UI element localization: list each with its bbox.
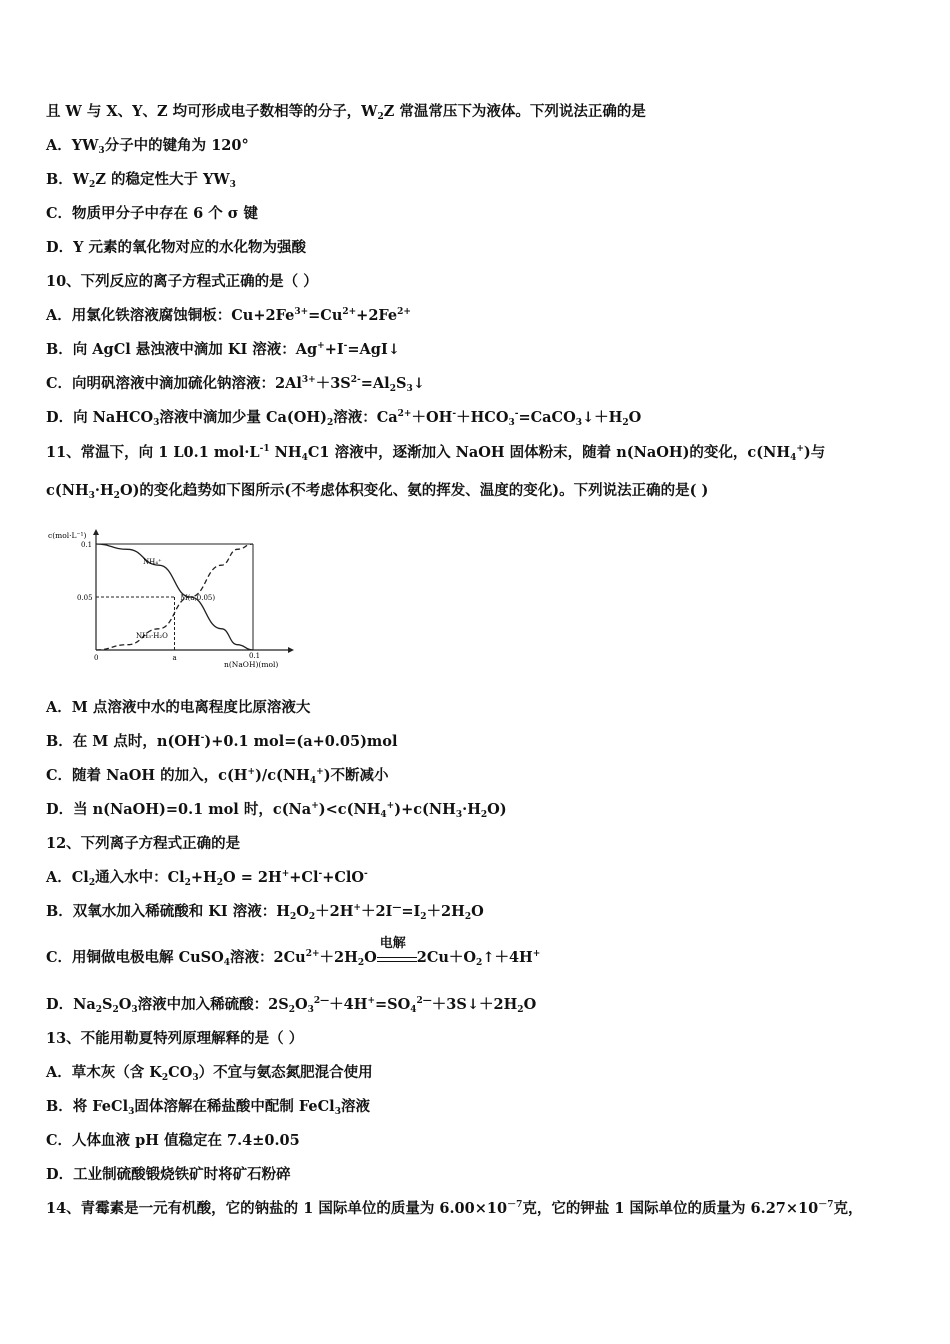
q10-option-d[interactable]: D．向 NaHCO$_3$溶液中滴加少量 $Ca(OH)_2$溶液：$Ca^{2+}+OH^-+HCO_3^-=CaCO_3↓+H_2O$ <box>46 409 642 428</box>
q10-option-a[interactable]: A．用氯化铁溶液腐蚀铜板：$Cu+2Fe^{3+}=Cu^{2+}+2Fe^{2+}$ <box>46 307 411 324</box>
q10-option-b[interactable]: B．向 AgCl 悬浊液中滴加 KI 溶液：Ag++I-=AgI↓ <box>46 341 400 358</box>
q13-option-c[interactable]: C．人体血液 pH 值稳定在 7.4±0.05 <box>46 1132 300 1149</box>
question-11-stem-line2: $c(NH_3\cdot H_2O)$的变化趋势如下图所示(不考虑体积变化、氨的挥发、温度的变化)。下列说法正确的是( ) <box>46 482 709 501</box>
q9-option-c[interactable]: C．物质甲分子中存在 6 个 σ 键 <box>46 205 259 222</box>
q10-option-c[interactable]: C．向明矾溶液中滴加硫化钠溶液：$2Al^{3+}+3S^{2-}=Al_2S_3↓$ <box>46 375 425 394</box>
q9-option-b[interactable]: B．$W_2Z$ 的稳定性大于 $YW_3$ <box>46 171 236 190</box>
question-12-stem: 12、下列离子方程式正确的是 <box>46 835 241 852</box>
y-axis-label: c(mol·L⁻¹) <box>48 531 87 540</box>
m-point-annotation: M(a,0.05) <box>180 594 216 602</box>
x-axis-arrow <box>288 647 294 653</box>
x-tick-label: 0.1 <box>249 652 261 660</box>
y-axis-arrow <box>93 529 99 535</box>
question-13-stem: 13、不能用勒夏特列原理解释的是（ ） <box>46 1030 304 1047</box>
q12-option-b[interactable]: B．双氧水加入稀硫酸和 KI 溶液：$H_2O_2+2H^++2I^—=I_2+2H_2O$ <box>46 903 484 922</box>
question-14-stem: 14、青霉素是一元有机酸，它的钠盐的 1 国际单位的质量为 $6.00\times 10^{-7}$克，它的钾盐 1 国际单位的质量为 $6.27\times 10^{-7}$克， <box>46 1200 863 1217</box>
concentration-chart <box>46 526 296 672</box>
question-9-stem-tail: 且 W 与 X、Y、Z 均可形成电子数相等的分子，$W_2Z$ 常温常压下为液体。下列说法正确的是 <box>46 103 646 122</box>
q9-option-d[interactable]: D．Y 元素的氧化物对应的水化物为强酸 <box>46 239 306 256</box>
q11-option-b[interactable]: B．在 M 点时，n(OH-)+0.1 mol=(a+0.05)mol <box>46 733 398 750</box>
legend-label-nh4: NH₄⁺ <box>143 558 162 566</box>
legend-label-nh3-h2o: NH₃·H₂O <box>136 632 168 640</box>
x-tick-label: 0 <box>94 654 99 662</box>
q13-option-d[interactable]: D．工业制硫酸锻烧铁矿时将矿石粉碎 <box>46 1166 291 1183</box>
x-tick-label: a <box>172 654 177 662</box>
x-axis-label: n(NaOH)(mol) <box>224 660 279 669</box>
q12-option-a[interactable]: A．$Cl_2$通入水中：$Cl_2+H_2O = 2H^++Cl^-+ClO^-$ <box>46 869 368 888</box>
y-tick-label: 0.1 <box>81 541 93 549</box>
q12-option-c[interactable]: C．用铜做电极电解 CuSO$_4$溶液：$2Cu^{2+}+2H_2O$ 电解 $2Cu+O_2↑+4H^+$ <box>46 936 541 968</box>
q12-option-d[interactable]: D．$Na_2S_2O_3$溶液中加入稀硫酸：$2S_2O_3^{2—}+4H^+=SO_4^{2—}+3S↓+2H_2O$ <box>46 996 537 1015</box>
q11-option-a[interactable]: A．M 点溶液中水的电离程度比原溶液大 <box>46 699 311 716</box>
y-tick-label: 0.05 <box>77 594 93 602</box>
q11-option-d[interactable]: D．当 n(NaOH)=0.1 mol 时，$c(Na^+)<c(NH_4^+)+c(NH_3\cdot H_2O)$ <box>46 801 507 820</box>
q13-option-a[interactable]: A．草木灰（含 $K_2CO_3$）不宜与氨态氮肥混合使用 <box>46 1064 373 1083</box>
q9-option-a[interactable]: A．$YW_3$分子中的键角为 120° <box>46 137 249 156</box>
q11-option-c[interactable]: C．随着 NaOH 的加入，$c(H^+)/c(NH_4^+)$不断减小 <box>46 767 389 786</box>
electrolysis-equals-sign: 电解 <box>377 948 417 968</box>
question-11-stem-line1: 11、常温下，向 1 L0.1 $mol\cdot L^{-1}$ $NH_4C1$ 溶液中，逐渐加入 NaOH 固体粉末，随着 n(NaOH)的变化，$c(NH_4^+)$与 <box>46 444 826 463</box>
q13-option-b[interactable]: B．将 FeCl$_3$固体溶解在稀盐酸中配制 FeCl$_3$溶液 <box>46 1098 370 1117</box>
question-10-stem: 10、下列反应的离子方程式正确的是（ ） <box>46 273 318 290</box>
